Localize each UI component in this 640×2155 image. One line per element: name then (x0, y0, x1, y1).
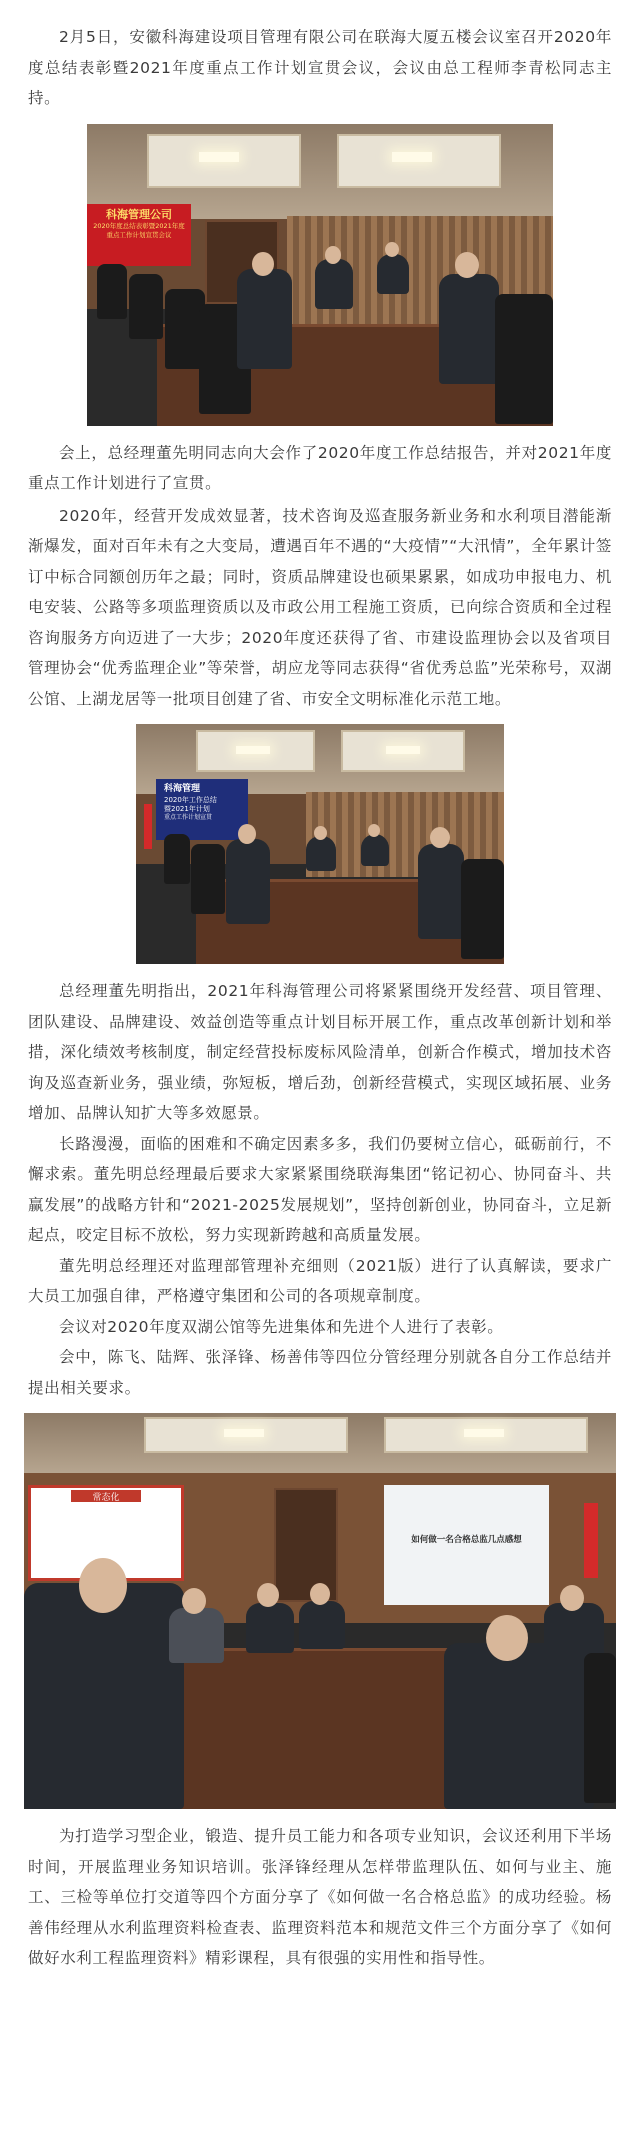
attendee (237, 269, 292, 369)
paragraph-intro: 2月5日，安徽科海建设项目管理有限公司在联海大厦五楼会议室召开2020年度总结表彰暨2021年度重点工作计划宣贯会议，会议由总工程师李青松同志主持。 (28, 28, 612, 107)
screen-line-3: 重点工作计划宣贯 (164, 813, 213, 821)
chair (164, 834, 190, 884)
attendee-head (310, 1583, 330, 1605)
attendee (246, 1603, 294, 1653)
screen-company: 科海管理 (164, 784, 201, 794)
attendee (169, 1608, 224, 1663)
flag (144, 804, 152, 849)
paragraph-2021-plan: 总经理董先明指出，2021年科海管理公司将紧紧围绕开发经营、项目管理、团队建设、品牌建设、效益创造等重点计划目标开展工作，重点改革创新计划和举措，深化绩效考核制度，制定经营投标废标风险清单，创新合作模式，增加技术咨询及巡查新业务，强业绩，弥短板，增后劲，创新经营模式，实现区域拓展、业务增加、品牌认知扩大等多效愿景。 (28, 982, 612, 1122)
attendee-head (314, 826, 327, 840)
ceiling-light (236, 746, 270, 754)
screen-line-1: 2020年工作总结 (164, 795, 217, 804)
attendee (299, 1601, 345, 1649)
attendee (418, 844, 464, 939)
paragraph-2020-summary: 2020年，经营开发成效显著，技术咨询及巡查服务新业务和水利项目潜能渐渐爆发，面对百年未有之大变局，遭遇百年不遇的“大疫情”“大汛情”，全年累计签订中标合同额创历年之最；同时，资质品牌建设也硕果累累，如成功申报电力、机电安装、公路等多项监理资质以及市政公用工程施工资质，已向综合资质和全过程咨询服务方向迈进了一大步；2020年度还获得了省、市建设监理协会以及省项目管理协会“优秀监理企业”等荣誉，胡应龙等同志获得“省优秀总监”光荣称号，双湖公馆、上湖龙居等一批项目创建了省、市安全文明标准化示范工地。 (28, 506, 612, 708)
paragraph-outlook: 长路漫漫，面临的困难和不确定因素多多，我们仍要树立信心，砥砺前行，不懈求索。董先明总经理最后要求大家紧紧围绕联海集团“铭记初心、协同奋斗、共赢发展”的战略方针和“2021-2025发展规划”，坚持创新创业，协同奋斗，立足新起点，咬定目标不放松，努力实现新跨越和高质量发展。 (28, 1134, 612, 1244)
paragraph-awards: 会议对2020年度双湖公馆等先进集体和先进个人进行了表彰。 (59, 1317, 504, 1336)
attendee-head (385, 242, 399, 257)
attendee-head (486, 1615, 528, 1661)
screen-line-2: 重点工作计划宣贯会议 (106, 231, 172, 240)
chair (191, 844, 225, 914)
ceiling-light (199, 152, 239, 162)
attendee (439, 274, 499, 384)
attendee (377, 254, 409, 294)
flag (584, 1503, 598, 1578)
attendee (361, 834, 389, 866)
ceiling-light (386, 746, 420, 754)
chair (461, 859, 504, 959)
attendee-head (455, 252, 479, 278)
paragraph-managers: 会中，陈飞、陆辉、张泽锋、杨善伟等四位分管经理分别就各自分工作总结并提出相关要求。 (28, 1348, 612, 1397)
attendee-head (430, 827, 450, 848)
paragraph-report: 会上，总经理董先明同志向大会作了2020年度工作总结报告，并对2021年度重点工作计划进行了宣贯。 (28, 443, 612, 492)
ceiling-light (224, 1429, 264, 1437)
screen-line-1: 2020年度总结表彰暨2021年度 (93, 222, 185, 231)
projector-screen (87, 204, 191, 266)
attendee-head (368, 824, 380, 837)
attendee-head (560, 1585, 584, 1611)
attendee (315, 259, 353, 309)
paragraph-rules: 董先明总经理还对监理部管理补充细则（2021版）进行了认真解读，要求广大员工加强自律，严格遵守集团和公司的各项规章制度。 (28, 1256, 612, 1305)
chair (495, 294, 553, 424)
screen-line-2: 暨2021年计划 (164, 804, 210, 813)
chair (97, 264, 127, 319)
attendee-head (79, 1558, 127, 1613)
board-title: 常态化 (71, 1490, 141, 1502)
ceiling-light (464, 1429, 504, 1437)
screen-title: 如何做一名合格总监几点感想 (411, 1535, 522, 1545)
paragraph-training: 为打造学习型企业，锻造、提升员工能力和各项专业知识，会议还利用下半场时间，开展监理业务知识培训。张泽锋经理从怎样带监理队伍、如何与业主、施工、三检等单位打交道等四个方面分享了《如何做一名合格总监》的成功经验。杨善伟经理从水利监理资料检查表、监理资料范本和规范文件三个方面分享了《如何做好水利工程监理资料》精彩课程，具有很强的实用性和指导性。 (28, 1827, 612, 1967)
attendee-head (325, 246, 341, 264)
attendee-head (238, 824, 256, 844)
screen-company: 科海管理公司 (106, 207, 172, 221)
ceiling-light (392, 152, 432, 162)
attendee (306, 836, 336, 871)
chair (584, 1653, 616, 1803)
projector-screen (156, 779, 248, 840)
cabinet (274, 1488, 338, 1602)
meeting-photo-2 (136, 724, 504, 964)
attendee-head (257, 1583, 279, 1607)
attendee-head (182, 1588, 206, 1614)
meeting-photo-3 (24, 1413, 616, 1809)
attendee (226, 839, 270, 924)
meeting-photo-1 (87, 124, 553, 426)
attendee-head (252, 252, 274, 276)
attendee (24, 1583, 184, 1809)
chair (129, 274, 163, 339)
projector-screen (384, 1485, 549, 1605)
